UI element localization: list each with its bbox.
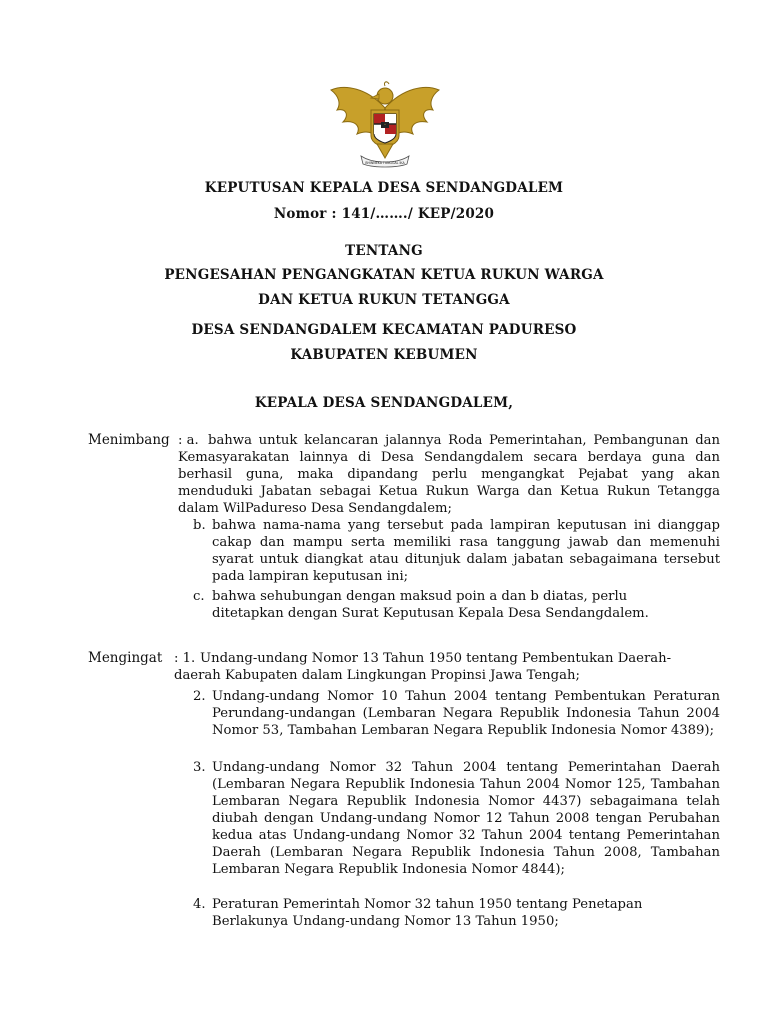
mengingat-item-4: Peraturan Pemerintah Nomor 32 tahun 1950 tentang Penetapan Berlakunya Undang-undang Nomor 13 Tahun 1950; (212, 897, 643, 929)
region-line-1: DESA SENDANGDALEM KECAMATAN PADURESO (191, 322, 577, 338)
region-line-2: KABUPATEN KEBUMEN (290, 347, 478, 363)
menimbang-marker-c: c. (193, 589, 205, 604)
mengingat-item-2: Undang-undang Nomor 10 Tahun 2004 tentang Pembentukan Peraturan Perundang-undangan (Lembaran Negara Republik Indonesia Tahun 2004 Nomor 53, Tambahan Lembaran Negara Republik Indonesia Nomor 4389); (212, 689, 720, 738)
menimbang-label: Menimbang (88, 432, 170, 448)
menimbang-item-b: bahwa nama-nama yang tersebut pada lampiran keputusan ini dianggap cakap dan mampu serta memiliki rasa tanggung jawab dan memenuhi syarat untuk diangkat atau ditunjuk dalam jabatan sebagaimana tersebut pada lampiran keputusan ini; (212, 518, 720, 584)
official-title: KEPALA DESA SENDANGDALEM, (254, 395, 514, 411)
subject-line-2: DAN KETUA RUKUN TETANGGA (258, 292, 510, 308)
menimbang-item-a: bahwa untuk kelancaran jalannya Roda Pemerintahan, Pembangunan dan Kemasyarakatan lainnya di Desa Sendangdalem secara berdaya guna dan berhasil guna, maka dipandang perlu mengangkat Pejabat yang akan menduduki Jabatan sebagai Ketua Rukun Warga dan Ketua Rukun Tetangga dalam WilPadureso Desa Sendangdalem; (178, 433, 720, 516)
menimbang-marker-b: b. (193, 518, 206, 533)
mengingat-marker-4: 4. (193, 897, 206, 912)
menimbang-item-c: bahwa sehubungan dengan maksud poin a dan b diatas, perlu ditetapkan dengan Surat Keputusan Kepala Desa Sendangdalem. (212, 589, 649, 621)
garuda-emblem-icon (327, 78, 443, 170)
tentang-heading: TENTANG (345, 243, 423, 259)
mengingat-marker-3: 3. (193, 760, 206, 775)
document-number: Nomor : 141/……./ KEP/2020 (273, 206, 495, 222)
mengingat-item-1: Undang-undang Nomor 13 Tahun 1950 tentang Pembentukan Daerah-daerah Kabupaten dalam Lingkungan Propinsi Jawa Tengah; (174, 651, 672, 683)
mengingat-marker-2: 2. (193, 689, 206, 704)
mengingat-marker-1: : 1. (174, 651, 196, 666)
subject-line-1: PENGESAHAN PENGANGKATAN KETUA RUKUN WARGA (164, 267, 604, 283)
document-title: KEPUTUSAN KEPALA DESA SENDANGDALEM (204, 180, 564, 196)
motto-ribbon-icon: BHINNEKA TUNGGAL IKA (365, 161, 405, 165)
mengingat-label: Mengingat (88, 650, 163, 666)
mengingat-item-3: Undang-undang Nomor 32 Tahun 2004 tentang Pemerintahan Daerah (Lembaran Negara Republik Indonesia Tahun 2004 Nomor 125, Tambahan Lembaran Negara Republik Indonesia Nomor 4437) sebagaimana telah diubah dengan Undang-undang Nomor 12 Tahun 2008 tengan Perubahan kedua atas Undang-undang Nomor 32 Tahun 2004 tentang Pemerintahan Daerah (Lembaran Negara Republik Indonesia Tahun 2008, Tambahan Lembaran Negara Republik Indonesia Nomor 4844); (212, 760, 720, 877)
menimbang-marker-a: : a. (178, 433, 199, 448)
